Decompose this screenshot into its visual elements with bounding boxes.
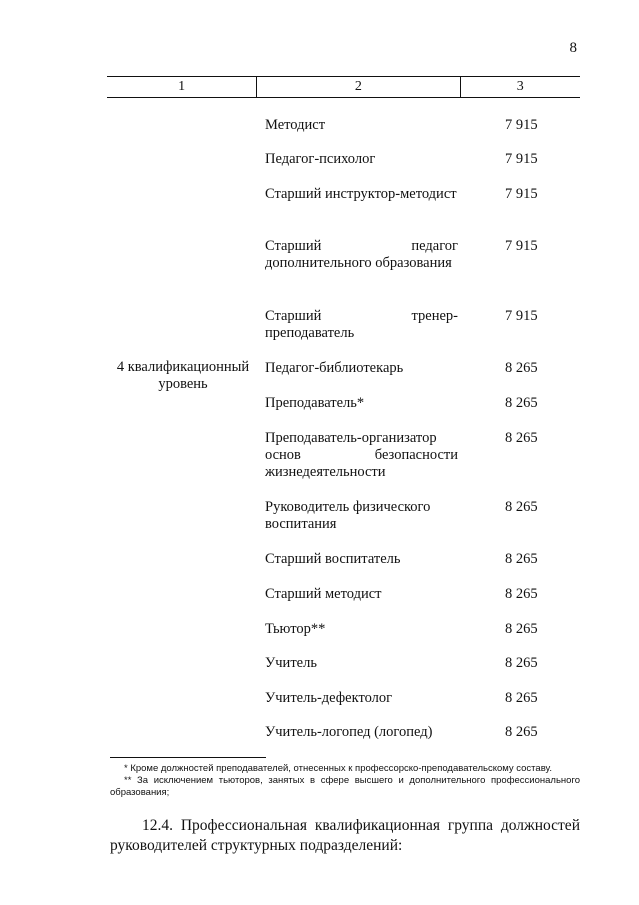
position-name: Старший педагог дополнительного образования <box>265 238 458 271</box>
position-name: Педагог-библиотекарь <box>265 360 404 376</box>
table-header <box>107 76 580 98</box>
page-number: 8 <box>569 40 577 56</box>
salary-value: 7 915 <box>505 151 538 167</box>
position-name: Методист <box>265 117 326 133</box>
position-name: Преподаватель* <box>265 395 365 411</box>
position-name: Учитель <box>265 655 317 671</box>
salary-value: 7 915 <box>505 186 538 202</box>
position-name: Старший тренер-преподаватель <box>265 308 458 341</box>
position-name: Старший методист <box>265 586 382 602</box>
salary-value: 8 265 <box>505 395 538 411</box>
salary-value: 7 915 <box>505 308 538 324</box>
position-name: Педагог-психолог <box>265 151 376 167</box>
salary-value: 8 265 <box>505 586 538 602</box>
salary-value: 8 265 <box>505 430 538 446</box>
salary-value: 8 265 <box>505 655 538 671</box>
footnote-separator <box>110 757 266 758</box>
position-name: Учитель-дефектолог <box>265 690 393 706</box>
position-name: Преподаватель-организатор основ безопасности жизнедеятельности <box>265 430 458 480</box>
column-header-3: 3 <box>516 79 524 94</box>
footnote-1: * Кроме должностей преподавателей, отнесенных к профессорско-преподавательскому составу. <box>124 763 552 774</box>
footnote-2: ** За исключением тьюторов, занятых в сфере высшего и дополнительного профессионального образования; <box>110 775 580 798</box>
salary-value: 8 265 <box>505 551 538 567</box>
position-name: Старший воспитатель <box>265 551 401 567</box>
position-name: Старший инструктор-методист <box>265 186 457 202</box>
salary-value: 7 915 <box>505 238 538 254</box>
salary-value: 8 265 <box>505 499 538 515</box>
salary-value: 8 265 <box>505 724 538 740</box>
position-name: Тьютор** <box>265 621 326 637</box>
salary-value: 8 265 <box>505 690 538 706</box>
position-name: Руководитель физического воспитания <box>265 499 431 532</box>
salary-value: 8 265 <box>505 621 538 637</box>
section-heading-paragraph: 12.4. Профессиональная квалификационная группа должностей руководителей структурных подразделений: <box>110 817 580 854</box>
column-header-1: 1 <box>107 77 257 97</box>
qualification-level-label: 4 квалификационный уровень <box>116 359 250 392</box>
column-header-2: 2 <box>257 77 460 97</box>
position-name: Учитель-логопед (логопед) <box>265 724 433 740</box>
salary-value: 7 915 <box>505 117 538 133</box>
salary-value: 8 265 <box>505 360 538 376</box>
